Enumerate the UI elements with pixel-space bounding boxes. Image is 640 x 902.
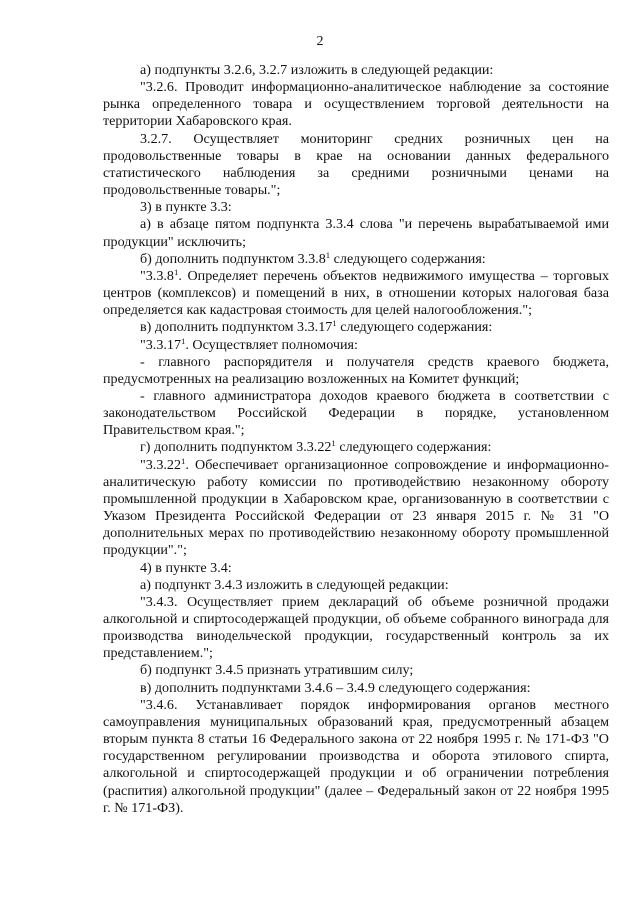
paragraph-3-4-6: "3.4.6. Устанавливает порядок информирования органов местного самоуправления муниципальных образований края, предусмотренный абзацем вторым пункта 8 статьи 16 Федерального закона от 22 ноября 1995 г. № 171-ФЗ "О государственном регулировании производства и оборота этилового спирта, алкогольной и спиртосодержащей продукции и об ограничении потребления (распития) алкогольной продукции" (далее – Федеральный закон от 22 ноября 1995 г. № 171-ФЗ). xyxy=(103,696,609,816)
paragraph-3-3-8: "3.3.8$^1$. Определяет перечень объектов недвижимого имущества – торговых центров (комплексов) и помещений в них, в отношении которых налоговая база определяется как кадастровая стоимость для целей налогообложения."; xyxy=(103,267,609,319)
paragraph-3-3-17: "3.3.17$^1$. Осуществляет полномочия: xyxy=(140,335,358,353)
paragraph-3-4-3: "3.4.3. Осуществляет прием деклараций об объеме розничной продажи алкогольной и спиртосодержащей продукции, об объеме собранного винограда для производства винодельческой продукции, государственный контроль за их представлением."; xyxy=(103,593,609,662)
paragraph-3-4-5: б) подпункт 3.4.5 признать утратившим силу; xyxy=(140,662,414,679)
paragraph-add-3-3-17: в) дополнить подпунктом 3.3.17$^1$ следующего содержания: xyxy=(140,318,493,336)
page-number: 2 xyxy=(316,34,324,49)
paragraph-amend-3-2: а) подпункты 3.2.6, 3.2.7 изложить в следующей редакции: xyxy=(140,62,494,78)
paragraph-item-4: 4) в пункте 3.4: xyxy=(140,559,232,576)
paragraph-item-3: 3) в пункте 3.3: xyxy=(140,199,232,216)
paragraph-add-3-3-8: б) дополнить подпунктом 3.3.8$^1$ следующего содержания: xyxy=(140,249,486,267)
paragraph-add-3-4-6-9: в) дополнить подпунктами 3.4.6 – 3.4.9 следующего содержания: xyxy=(140,679,531,696)
paragraph-3-3-4: а) в абзаце пятом подпункта 3.3.4 слова "и перечень вырабатываемой ими продукции" исключить; xyxy=(103,216,609,250)
paragraph-chief-administrator: - главного администратора доходов краевого бюджета в соответствии с законодательством Российской Федерации в порядке, установленном Правительством края."; xyxy=(103,387,609,439)
paragraph-3-2-6: "3.2.6. Проводит информационно-аналитическое наблюдение за состояние рынка определенного товара и осуществлением торговой деятельности на территории Хабаровского края. xyxy=(103,79,609,130)
paragraph-chief-manager: - главного распорядителя и получателя средств краевого бюджета, предусмотренных на реализацию возложенных на Комитет функций; xyxy=(103,353,609,387)
paragraph-3-2-7: 3.2.7. Осуществляет мониторинг средних розничных цен на продовольственные товары в крае на основании данных федерального статистического наблюдения за средними розничными ценами на продовольственные товары."; xyxy=(103,130,609,199)
paragraph-add-3-3-22: г) дополнить подпунктом 3.3.22$^1$ следующего содержания: xyxy=(140,438,492,456)
paragraph-3-3-22: "3.3.22$^1$. Обеспечивает организационное сопровождение и информационно-аналитическую работу комиссии по противодействию незаконному обороту промышленной продукции в Хабаровском крае, организованную в соответствии с Указом Президента Российской Федерации от 23 января 2015 г. № 31 "О дополнительных мерах по противодействию незаконному обороту промышленной продукции"."; xyxy=(103,455,609,559)
document-body xyxy=(103,62,609,817)
paragraph-amend-3-4-3: а) подпункт 3.4.3 изложить в следующей редакции: xyxy=(140,576,449,593)
